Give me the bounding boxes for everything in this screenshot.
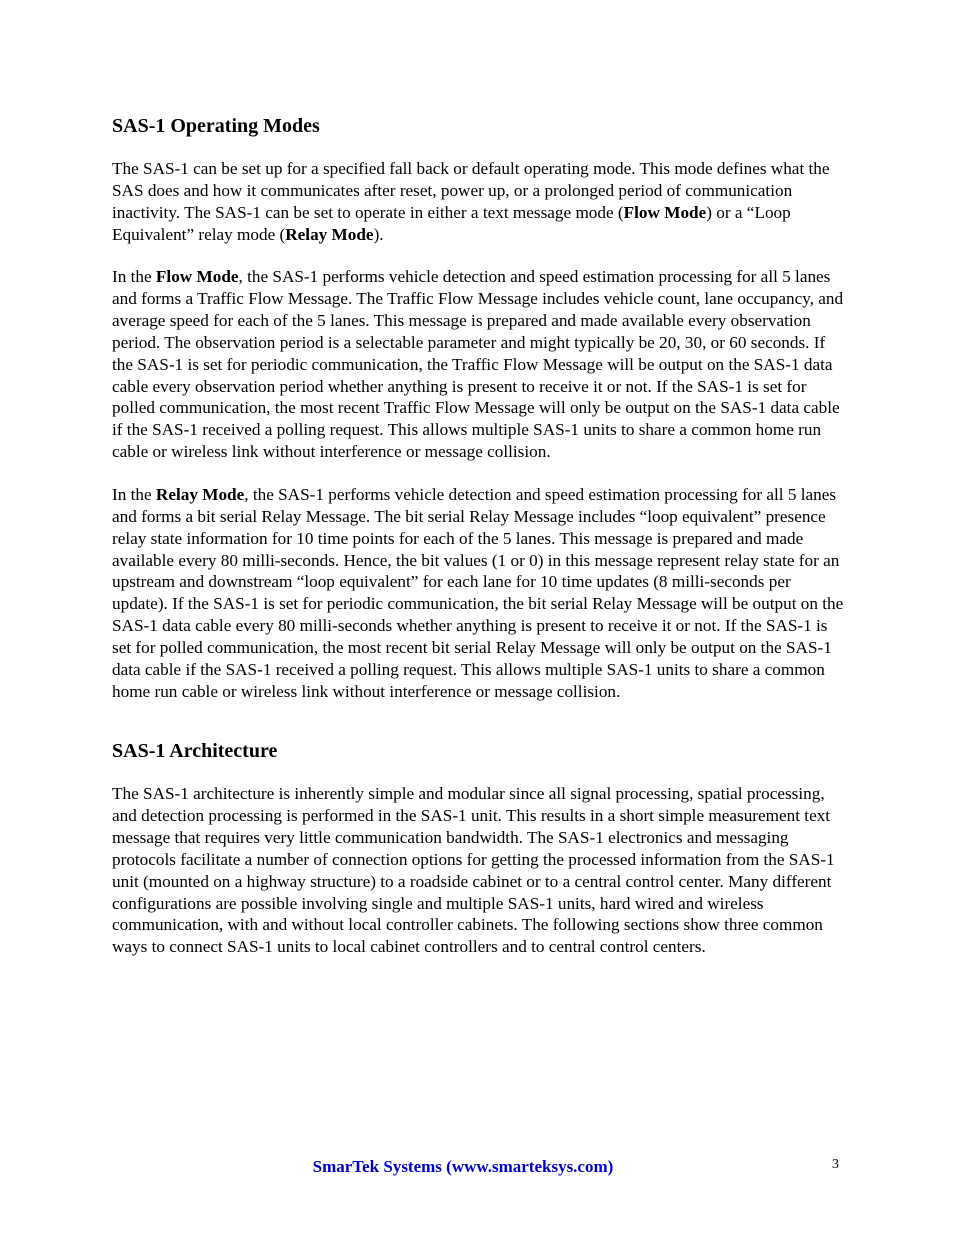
heading-architecture: SAS-1 Architecture (112, 740, 278, 763)
bold-term-flow-mode: Flow Mode (623, 202, 707, 222)
text-run: The SAS-1 can be set up for a specified fall back or default operating mode. This mode defines what the SAS does and how it communicates after reset, power up, or a prolonged period of communication inactivity. The SAS-1 can be set to operate in either a text message mode ( (112, 159, 830, 222)
heading-operating-modes: SAS-1 Operating Modes (112, 115, 320, 137)
bold-term-flow-mode: Flow Mode (155, 267, 239, 287)
paragraph-relay-mode (112, 484, 848, 702)
text-run: , the SAS-1 performs vehicle detection and speed estimation processing for all 5 lanes and forms a bit serial Relay Message. The bit serial Relay Message includes “loop equivalent” presence relay state information for 10 time points for each of the 5 lanes. This message is prepared and made available every 80 milli-seconds. Hence, the bit values (1 or 0) in this message represent relay state for an upstream and downstream “loop equivalent” for each lane for 10 time updates (8 milli-seconds per update). If the SAS-1 is set for periodic communication, the bit serial Relay Message will be output on the SAS-1 data cable every 80 milli-seconds whether anything is present to receive it or not. If the SAS-1 is set for polled communication, the most recent bit serial Relay Message will only be output on the SAS-1 data cable if the SAS-1 received a polling request. This allows multiple SAS-1 units to share a common home run cable or wireless link without interference or message collision. (112, 484, 844, 701)
text-run: ). (373, 224, 384, 244)
text-run: In the (112, 484, 156, 504)
paragraph-flow-mode (112, 266, 848, 463)
bold-term-relay-mode: Relay Mode (155, 484, 245, 504)
paragraph-architecture: The SAS-1 architecture is inherently simple and modular since all signal processing, spatial processing, and detection processing is performed in the SAS-1 unit. This results in a short simple measurement text message that requires very little communication bandwidth. The SAS-1 electronics and messaging protocols facilitate a number of connection options for getting the processed information from the SAS-1 unit (mounted on a highway structure) to a roadside cabinet or to a central control center. Many different configurations are possible involving single and multiple SAS-1 units, hard wired and wireless communication, with and without local controller cabinets. The following sections show three common ways to connect SAS-1 units to local cabinet controllers and to central control centers. (112, 784, 835, 957)
bold-term-relay-mode: Relay Mode (285, 224, 374, 244)
page-number: 3 (832, 1157, 839, 1172)
text-run: ) or a “Loop Equivalent” relay mode ( (112, 202, 791, 244)
text-run: In the (112, 267, 156, 287)
page-content (112, 113, 848, 958)
paragraph-operating-modes-intro (112, 158, 848, 245)
text-run: , the SAS-1 performs vehicle detection and speed estimation processing for all 5 lanes and forms a Traffic Flow Message. The Traffic Flow Message includes vehicle count, lane occupancy, and average speed for each of the 5 lanes. This message is prepared and made available every observation period. The observation period is a selectable parameter and might typically be 20, 30, or 60 seconds. If the SAS-1 is set for periodic communication, the Traffic Flow Message will be output on the SAS-1 data cable every observation period whether anything is present to receive it or not. If the SAS-1 is set for polled communication, the most recent Traffic Flow Message will only be output on the SAS-1 data cable if the SAS-1 received a polling request. This allows multiple SAS-1 units to share a common home run cable or wireless link without interference or message collision. (112, 267, 844, 462)
footer-company-link: SmarTek Systems (www.smarteksys.com) (312, 1157, 614, 1176)
